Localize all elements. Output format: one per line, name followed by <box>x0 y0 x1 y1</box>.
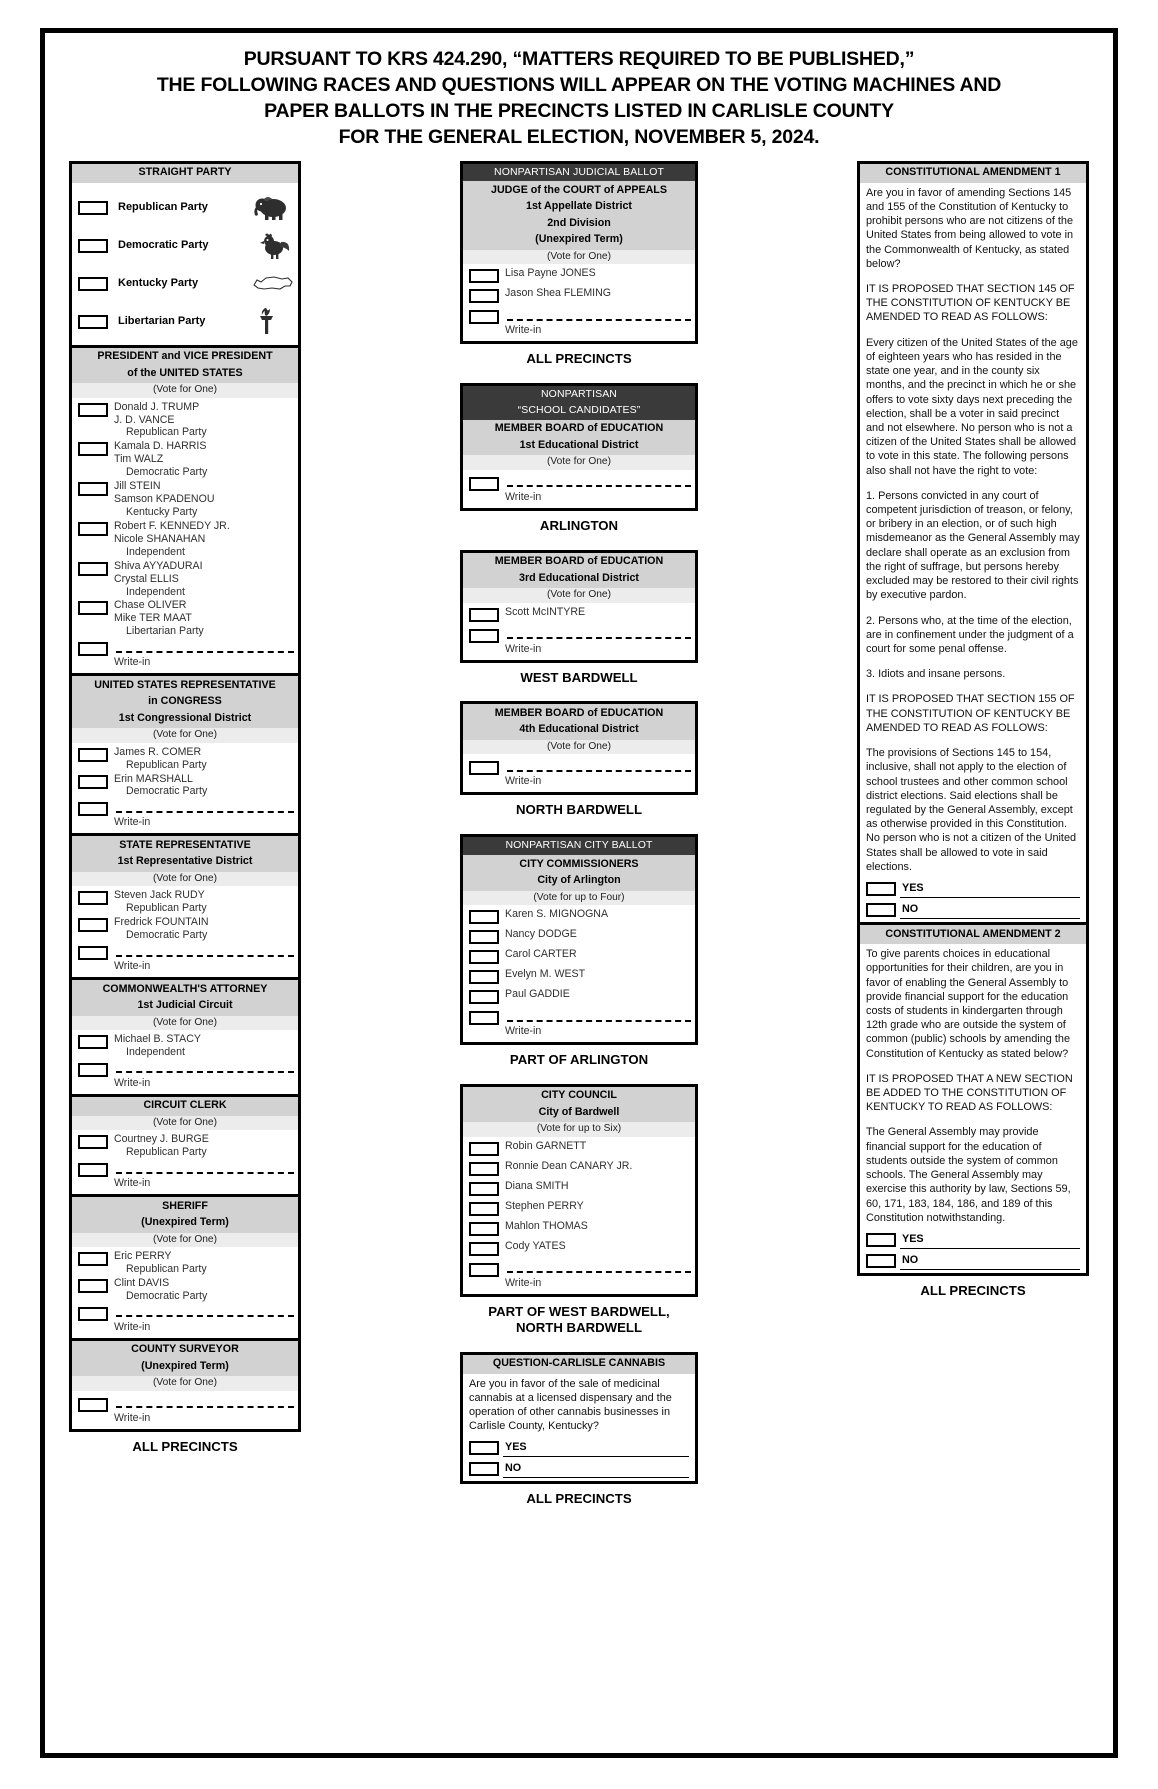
write-in-line[interactable] <box>507 1020 691 1022</box>
option-label: Republican Party <box>118 200 208 213</box>
candidate-name: Michael B. STACY <box>114 1033 201 1045</box>
vote-oval[interactable] <box>866 1254 896 1268</box>
precinct-caption: ARLINGTON <box>539 517 619 533</box>
vote-for-note: (Vote for One) <box>72 1116 298 1131</box>
amendment-title: CONSTITUTIONAL AMENDMENT 2 <box>860 925 1086 944</box>
candidate-row[interactable] <box>76 1277 294 1303</box>
amendment-paragraph: Every citizen of the United States of the age of eighteen years who has resided in the state one year, and in the county six months, and the precinct in which he or she offers to vote sixty days next preceding the election, shall be a voter in said precinct and not elsewhere. No person who is not a citizen of the United States shall be allowed to vote in this state. The following persons also shall not have the right to vote: <box>866 336 1078 477</box>
precinct-caption: ALL PRECINCTS <box>132 1438 238 1454</box>
ballot-page <box>40 28 1118 1758</box>
candidate-row[interactable] <box>467 908 691 927</box>
candidate-party: Democratic Party <box>126 785 208 798</box>
candidate-name: Fredrick FOUNTAIN <box>114 916 209 929</box>
write-in-label: Write-in <box>505 490 542 503</box>
vote-oval[interactable] <box>469 289 499 303</box>
running-mate-name: J. D. VANCE <box>114 413 175 426</box>
candidate-name: Robert F. KENNEDY JR. <box>114 519 230 532</box>
precinct-caption: ALL PRECINCTS <box>526 351 632 367</box>
header-line-1: PURSUANT TO KRS 424.290, “MATTERS REQUIRED TO BE PUBLISHED,” <box>243 48 915 70</box>
constitutional-amendment-1 <box>857 161 1089 925</box>
candidate-row[interactable] <box>76 401 294 440</box>
candidate-party: Independent <box>126 1045 185 1058</box>
vote-oval[interactable] <box>866 882 896 896</box>
precinct-caption: NORTH BARDWELL <box>516 802 642 818</box>
write-in-label: Write-in <box>505 1276 542 1289</box>
candidate-row[interactable] <box>467 948 691 967</box>
contest-city: City of Arlington <box>463 874 695 890</box>
contest-city-commissioners <box>460 834 698 1045</box>
vote-oval[interactable] <box>469 269 499 283</box>
vote-oval[interactable] <box>78 482 108 496</box>
kentucky-state-icon <box>252 271 294 295</box>
option-label: Democratic Party <box>118 238 209 251</box>
vote-oval[interactable] <box>78 1135 108 1149</box>
straight-party-option-libertarian[interactable] <box>76 302 294 340</box>
vote-for-note: (Vote for One) <box>72 1376 298 1391</box>
contest-president <box>69 348 301 677</box>
candidate-name: Diana SMITH <box>505 1179 569 1192</box>
write-in-label: Write-in <box>505 775 542 788</box>
candidate-name: Evelyn M. WEST <box>505 968 586 981</box>
precinct-caption: ALL PRECINCTS <box>920 1283 1026 1298</box>
amendment1-option-no[interactable] <box>860 901 1086 917</box>
straight-party-option-republican[interactable] <box>76 188 294 226</box>
vote-oval[interactable] <box>78 1035 108 1049</box>
write-in-label: Write-in <box>505 1025 542 1038</box>
vote-for-note: (Vote for One) <box>463 455 695 470</box>
candidate-name: Erin MARSHALL <box>114 772 193 785</box>
contest-straight-party <box>69 161 301 348</box>
running-mate-name: Nicole SHANAHAN <box>114 532 206 545</box>
precinct-caption: ALL PRECINCTS <box>526 1491 632 1507</box>
candidate-name: Jill STEIN <box>114 480 161 493</box>
vote-oval[interactable] <box>78 562 108 576</box>
write-in-line[interactable] <box>116 651 294 653</box>
candidate-party: Republican Party <box>126 758 207 771</box>
vote-oval[interactable] <box>78 1063 108 1077</box>
contest-division: 2nd Division <box>463 217 695 233</box>
write-in-row[interactable] <box>76 800 294 828</box>
ballot-column-2 <box>460 161 698 1508</box>
vote-for-note: (Vote for One) <box>72 872 298 887</box>
precinct-line-1: PART OF WEST BARDWELL, <box>488 1303 670 1319</box>
question-option-yes[interactable] <box>463 1439 695 1455</box>
vote-oval[interactable] <box>469 1441 499 1455</box>
write-in-row[interactable] <box>76 1396 294 1424</box>
vote-oval[interactable] <box>469 1011 499 1025</box>
torch-icon <box>252 306 294 336</box>
candidate-party: Republican Party <box>126 902 207 915</box>
candidate-name: Jason Shea FLEMING <box>505 287 611 300</box>
ballot-banner: NONPARTISAN <box>463 386 695 404</box>
vote-oval[interactable] <box>78 1307 108 1321</box>
vote-oval[interactable] <box>469 629 499 643</box>
vote-for-note: (Vote for One) <box>463 740 695 755</box>
contest-title: COMMONWEALTH'S ATTORNEY <box>72 980 298 999</box>
amendment-paragraph: IT IS PROPOSED THAT SECTION 155 OF THE CONSTITUTION OF KENTUCKY BE AMENDED TO READ AS FOLLOWS: <box>866 693 1075 734</box>
candidate-row[interactable] <box>467 267 691 286</box>
candidate-party: Democratic Party <box>126 1289 208 1302</box>
contest-state-representative <box>69 836 301 980</box>
amendment-title: CONSTITUTIONAL AMENDMENT 1 <box>860 164 1086 183</box>
vote-oval[interactable] <box>469 1202 499 1216</box>
candidate-name: Courtney J. BURGE <box>114 1133 209 1146</box>
contest-commonwealths-attorney <box>69 980 301 1097</box>
write-in-row[interactable] <box>76 1161 294 1189</box>
contest-sheriff <box>69 1197 301 1341</box>
candidate-name: Lisa Payne JONES <box>505 267 596 280</box>
vote-oval[interactable] <box>469 1462 499 1476</box>
candidate-row[interactable] <box>76 560 294 599</box>
vote-oval[interactable] <box>469 950 499 964</box>
candidate-row[interactable] <box>467 1180 691 1199</box>
rooster-icon <box>252 231 294 259</box>
option-label: YES <box>902 882 924 895</box>
contest-district: 1st Representative District <box>72 855 298 871</box>
write-in-label: Write-in <box>114 960 151 973</box>
vote-oval[interactable] <box>469 990 499 1004</box>
amendment-paragraph: IT IS PROPOSED THAT A NEW SECTION BE ADDED TO THE CONSTITUTION OF KENTUCKY TO READ AS FOLLOWS: <box>866 1072 1073 1114</box>
amendment1-option-yes[interactable] <box>860 880 1086 896</box>
vote-for-note: (Vote for One) <box>463 250 695 265</box>
contest-county-surveyor <box>69 1341 301 1432</box>
contest-city: City of Bardwell <box>463 1106 695 1122</box>
candidate-row[interactable] <box>467 1200 691 1219</box>
vote-oval[interactable] <box>78 946 108 960</box>
amendment-text <box>860 944 1086 1229</box>
write-in-line[interactable] <box>116 811 294 813</box>
write-in-line[interactable] <box>116 1071 294 1073</box>
divider <box>900 897 1080 898</box>
write-in-label: Write-in <box>114 816 151 829</box>
candidate-row[interactable] <box>467 988 691 1007</box>
option-label: YES <box>902 1233 924 1245</box>
vote-oval[interactable] <box>78 1398 108 1412</box>
write-in-line[interactable] <box>116 1406 294 1408</box>
vote-oval[interactable] <box>469 1263 499 1277</box>
vote-oval[interactable] <box>469 1162 499 1176</box>
vote-oval[interactable] <box>469 930 499 944</box>
candidate-row[interactable] <box>467 1240 691 1259</box>
write-in-row[interactable] <box>467 1009 691 1037</box>
write-in-label: Write-in <box>114 1076 151 1089</box>
ballot-banner-2: “SCHOOL CANDIDATES” <box>463 404 695 420</box>
candidate-name: Stephen PERRY <box>505 1199 584 1212</box>
divider <box>900 1269 1080 1270</box>
contest-circuit-clerk <box>69 1097 301 1197</box>
candidate-name: Steven Jack RUDY <box>114 889 205 902</box>
vote-oval[interactable] <box>469 910 499 924</box>
candidate-row[interactable] <box>467 1220 691 1239</box>
amendment-paragraph: 1. Persons convicted in any court of competent jurisdiction of treason, or felony, or bribery in an election, or of such high misdemeanor as the General Assembly may declare shall operate as an exclusion from the right of suffrage, but persons hereby excluded may be restored to their civil rights by executive pardon. <box>866 489 1080 602</box>
straight-party-option-kentucky[interactable] <box>76 264 294 302</box>
amendment-paragraph: The provisions of Sections 145 to 154, inclusive, shall not apply to the election of school trustees and other common school district elections. Said elections shall be regulated by the General Assembly, except as otherwise provided in this Constitution. No person who is not a citizen of the United States shall be allowed to vote in said elections. <box>866 747 1077 873</box>
vote-for-note: (Vote for up to Four) <box>463 891 695 906</box>
write-in-label: Write-in <box>505 642 542 655</box>
candidate-row[interactable] <box>76 1133 294 1159</box>
vote-for-note: (Vote for One) <box>72 1233 298 1248</box>
precinct-line-2: NORTH BARDWELL <box>516 1319 642 1335</box>
vote-oval[interactable] <box>78 239 108 253</box>
write-in-label: Write-in <box>505 324 542 337</box>
ballot-banner: NONPARTISAN JUDICIAL BALLOT <box>463 164 695 182</box>
candidate-name: Robin GARNETT <box>505 1139 587 1152</box>
amendment2-option-no[interactable] <box>860 1252 1086 1268</box>
vote-oval[interactable] <box>469 761 499 775</box>
candidate-name: Chase OLIVER <box>114 599 187 612</box>
amendment-paragraph: 2. Persons who, at the time of the election, are in confinement under the judgment of a court for some penal offense. <box>866 614 1074 656</box>
contest-term-note: (Unexpired Term) <box>72 1216 298 1232</box>
write-in-line[interactable] <box>507 1271 691 1273</box>
vote-for-note: (Vote for One) <box>72 1016 298 1031</box>
candidate-name: Mahlon THOMAS <box>505 1219 588 1232</box>
ballot-column-3 <box>857 161 1089 1299</box>
contest-subtitle: in CONGRESS <box>72 695 298 711</box>
write-in-line[interactable] <box>507 319 691 321</box>
candidate-party: Kentucky Party <box>126 506 198 519</box>
option-label: NO <box>505 1462 522 1475</box>
vote-oval[interactable] <box>469 1222 499 1236</box>
contest-district: 1st Congressional District <box>72 712 298 728</box>
candidate-party: Republican Party <box>126 1263 207 1276</box>
amendment-paragraph: IT IS PROPOSED THAT SECTION 145 OF THE CONSTITUTION OF KENTUCKY BE AMENDED TO READ AS FOLLOWS: <box>866 282 1075 324</box>
question-option-no[interactable] <box>463 1460 695 1476</box>
candidate-name: Scott McINTYRE <box>505 605 586 618</box>
amendment-paragraph: Are you in favor of amending Sections 145 and 155 of the Constitution of Kentucky to prohibit persons who are not citizens of the United States from being allowed to vote in the Commonwealth of Kentucky, as stated below? <box>866 186 1074 270</box>
contest-title: JUDGE of the COURT of APPEALS <box>463 181 695 200</box>
candidate-name: Ronnie Dean CANARY JR. <box>505 1159 633 1172</box>
write-in-label: Write-in <box>114 1411 151 1424</box>
amendment-paragraph: The General Assembly may provide financial support for the education of students outside the system of common schools. The General Assembly may exercise this authority by law, Sections 59, 60, 171, 183, 184, 186, and 189 of this Constitution notwithstanding. <box>866 1126 1071 1224</box>
contest-district: 3rd Educational District <box>463 572 695 588</box>
candidate-name: Cody YATES <box>505 1239 566 1252</box>
amendment-paragraph: 3. Idiots and insane persons. <box>866 668 1006 681</box>
contest-district: 1st Educational District <box>463 439 695 455</box>
write-in-row[interactable] <box>467 759 691 787</box>
candidate-row[interactable] <box>76 520 294 559</box>
candidate-row[interactable] <box>467 287 691 306</box>
candidate-row[interactable] <box>467 1160 691 1179</box>
vote-for-note: (Vote for One) <box>72 728 298 743</box>
candidate-name: Nancy DODGE <box>505 928 577 941</box>
precinct-caption <box>460 1297 698 1336</box>
contest-title: CITY COUNCIL <box>463 1087 695 1106</box>
straight-party-option-democratic[interactable] <box>76 226 294 264</box>
contest-title: UNITED STATES REPRESENTATIVE <box>72 676 298 695</box>
running-mate-name: Crystal ELLIS <box>114 572 179 585</box>
vote-oval[interactable] <box>78 1252 108 1266</box>
candidate-row[interactable] <box>76 746 294 772</box>
contest-board-of-education-4th <box>460 701 698 795</box>
write-in-line[interactable] <box>116 1172 294 1174</box>
write-in-label: Write-in <box>114 1177 151 1190</box>
vote-oval[interactable] <box>469 1242 499 1256</box>
write-in-row[interactable] <box>467 475 691 503</box>
candidate-name: Eric PERRY <box>114 1250 172 1263</box>
question-title: QUESTION-CARLISLE CANNABIS <box>463 1355 695 1374</box>
question-carlisle-cannabis <box>460 1352 698 1485</box>
divider <box>503 1477 689 1478</box>
vote-oval[interactable] <box>78 201 108 215</box>
header-line-3: PAPER BALLOTS IN THE PRECINCTS LISTED IN CARLISLE COUNTY <box>264 99 894 122</box>
vote-oval[interactable] <box>78 315 108 329</box>
running-mate-name: Samson KPADENOU <box>114 493 215 506</box>
candidate-name: Karen S. MIGNOGNA <box>505 908 609 921</box>
candidate-name: Donald J. TRUMP <box>114 400 200 413</box>
write-in-row[interactable] <box>76 640 294 668</box>
header-line-4: FOR THE GENERAL ELECTION, NOVEMBER 5, 2024. <box>338 125 820 148</box>
candidate-row[interactable] <box>467 968 691 987</box>
header-line-2: THE FOLLOWING RACES AND QUESTIONS WILL APPEAR ON THE VOTING MACHINES AND <box>156 73 1002 96</box>
option-label: NO <box>902 903 919 916</box>
candidate-row[interactable] <box>467 606 691 625</box>
write-in-line[interactable] <box>116 955 294 957</box>
contest-title: SHERIFF <box>72 1197 298 1216</box>
candidate-row[interactable] <box>467 928 691 947</box>
contest-title: MEMBER BOARD of EDUCATION <box>463 553 695 572</box>
vote-oval[interactable] <box>78 918 108 932</box>
write-in-row[interactable] <box>76 944 294 972</box>
vote-oval[interactable] <box>866 1233 896 1247</box>
amendment-text <box>860 183 1086 878</box>
candidate-party: Independent <box>126 585 185 598</box>
candidate-party: Independent <box>126 545 185 558</box>
divider <box>900 1248 1080 1249</box>
candidate-row[interactable] <box>76 599 294 638</box>
contest-title: MEMBER BOARD of EDUCATION <box>463 704 695 723</box>
vote-oval[interactable] <box>78 403 108 417</box>
vote-oval[interactable] <box>78 277 108 291</box>
contest-subtitle: of the UNITED STATES <box>72 367 298 383</box>
divider <box>503 1456 689 1457</box>
contest-title: CITY COMMISSIONERS <box>463 855 695 874</box>
candidate-name: Paul GADDIE <box>505 988 570 1001</box>
running-mate-name: Tim WALZ <box>114 453 164 466</box>
option-label: Libertarian Party <box>118 314 206 327</box>
candidate-row[interactable] <box>76 440 294 479</box>
contest-city-council <box>460 1084 698 1297</box>
precinct-caption: WEST BARDWELL <box>520 669 638 685</box>
vote-for-note: (Vote for up to Six) <box>463 1122 695 1137</box>
write-in-row[interactable] <box>76 1305 294 1333</box>
contest-judge-court-of-appeals <box>460 161 698 345</box>
contest-title: COUNTY SURVEYOR <box>72 1341 298 1360</box>
candidate-row[interactable] <box>76 480 294 519</box>
divider <box>900 918 1080 919</box>
vote-oval[interactable] <box>866 903 896 917</box>
candidate-party: Republican Party <box>126 1146 207 1159</box>
contest-district: 4th Educational District <box>463 723 695 739</box>
vote-oval[interactable] <box>78 775 108 789</box>
candidate-row[interactable] <box>76 889 294 915</box>
candidate-row[interactable] <box>76 1250 294 1276</box>
option-label: NO <box>902 1254 919 1266</box>
candidate-row[interactable] <box>467 1140 691 1159</box>
candidate-party: Republican Party <box>126 426 207 439</box>
candidate-name: Carol CARTER <box>505 948 577 961</box>
contest-us-representative <box>69 676 301 836</box>
contest-district: 1st Judicial Circuit <box>72 999 298 1015</box>
contest-title: CIRCUIT CLERK <box>72 1097 298 1116</box>
write-in-row[interactable] <box>467 1261 691 1289</box>
contest-district: 1st Appellate District <box>463 200 695 216</box>
contest-board-of-education-3rd <box>460 550 698 663</box>
candidate-row[interactable] <box>76 773 294 799</box>
write-in-row[interactable] <box>76 1061 294 1089</box>
write-in-row[interactable] <box>467 627 691 655</box>
amendment-paragraph: To give parents choices in educational opportunities for their children, are you in favor of enabling the General Assembly to provide financial support for the education costs of students in kindergarten through 12th grade who are outside the system of common (public) schools by amending the Constitution of Kentucky as stated below? <box>866 948 1070 1060</box>
vote-oval[interactable] <box>78 642 108 656</box>
elephant-icon <box>252 193 294 221</box>
write-in-line[interactable] <box>507 637 691 639</box>
write-in-line[interactable] <box>116 1315 294 1317</box>
contest-title: STRAIGHT PARTY <box>72 164 298 183</box>
ballot-banner: NONPARTISAN CITY BALLOT <box>463 837 695 855</box>
vote-oval[interactable] <box>78 891 108 905</box>
contest-title: PRESIDENT and VICE PRESIDENT <box>72 348 298 367</box>
vote-oval[interactable] <box>78 522 108 536</box>
candidate-row[interactable] <box>76 1033 294 1059</box>
contest-term-note: (Unexpired Term) <box>463 233 695 249</box>
vote-oval[interactable] <box>469 310 499 324</box>
write-in-line[interactable] <box>507 770 691 772</box>
question-text <box>463 1374 695 1438</box>
vote-oval[interactable] <box>78 442 108 456</box>
vote-oval[interactable] <box>469 1182 499 1196</box>
precinct-caption: PART OF ARLINGTON <box>509 1052 649 1068</box>
running-mate-name: Mike TER MAAT <box>114 612 192 625</box>
candidate-party: Libertarian Party <box>126 625 204 638</box>
option-label: Kentucky Party <box>118 276 199 289</box>
candidate-name: Shiva AYYADURAI <box>114 559 203 572</box>
candidate-name: Clint DAVIS <box>114 1276 170 1289</box>
contest-term-note: (Unexpired Term) <box>72 1360 298 1376</box>
candidate-row[interactable] <box>76 916 294 942</box>
vote-for-note: (Vote for One) <box>72 383 298 398</box>
vote-for-note: (Vote for One) <box>463 588 695 603</box>
write-in-label: Write-in <box>114 1320 151 1333</box>
vote-oval[interactable] <box>469 477 499 491</box>
vote-oval[interactable] <box>78 1163 108 1177</box>
candidate-name: Kamala D. HARRIS <box>114 440 207 453</box>
write-in-row[interactable] <box>467 308 691 336</box>
contest-board-of-education-1st <box>460 383 698 511</box>
question-paragraph: Are you in favor of the sale of medicinal cannabis at a licensed dispensary and the operation of other cannabis businesses in Carlisle County, Kentucky? <box>469 1377 672 1433</box>
write-in-line[interactable] <box>507 485 691 487</box>
ballot-column-1 <box>69 161 301 1455</box>
constitutional-amendment-2 <box>857 925 1089 1276</box>
vote-oval[interactable] <box>469 970 499 984</box>
vote-oval[interactable] <box>78 601 108 615</box>
vote-oval[interactable] <box>78 802 108 816</box>
amendment2-option-yes[interactable] <box>860 1231 1086 1247</box>
candidate-party: Democratic Party <box>126 466 208 479</box>
vote-oval[interactable] <box>469 608 499 622</box>
option-label: YES <box>505 1441 527 1454</box>
vote-oval[interactable] <box>78 1279 108 1293</box>
candidate-party: Democratic Party <box>126 929 208 942</box>
contest-title: MEMBER BOARD of EDUCATION <box>463 420 695 439</box>
contest-title: STATE REPRESENTATIVE <box>72 836 298 855</box>
vote-oval[interactable] <box>78 748 108 762</box>
page-title <box>85 47 1073 151</box>
vote-oval[interactable] <box>469 1142 499 1156</box>
write-in-label: Write-in <box>114 656 151 669</box>
ballot-columns <box>45 161 1113 1508</box>
candidate-name: James R. COMER <box>114 745 202 758</box>
